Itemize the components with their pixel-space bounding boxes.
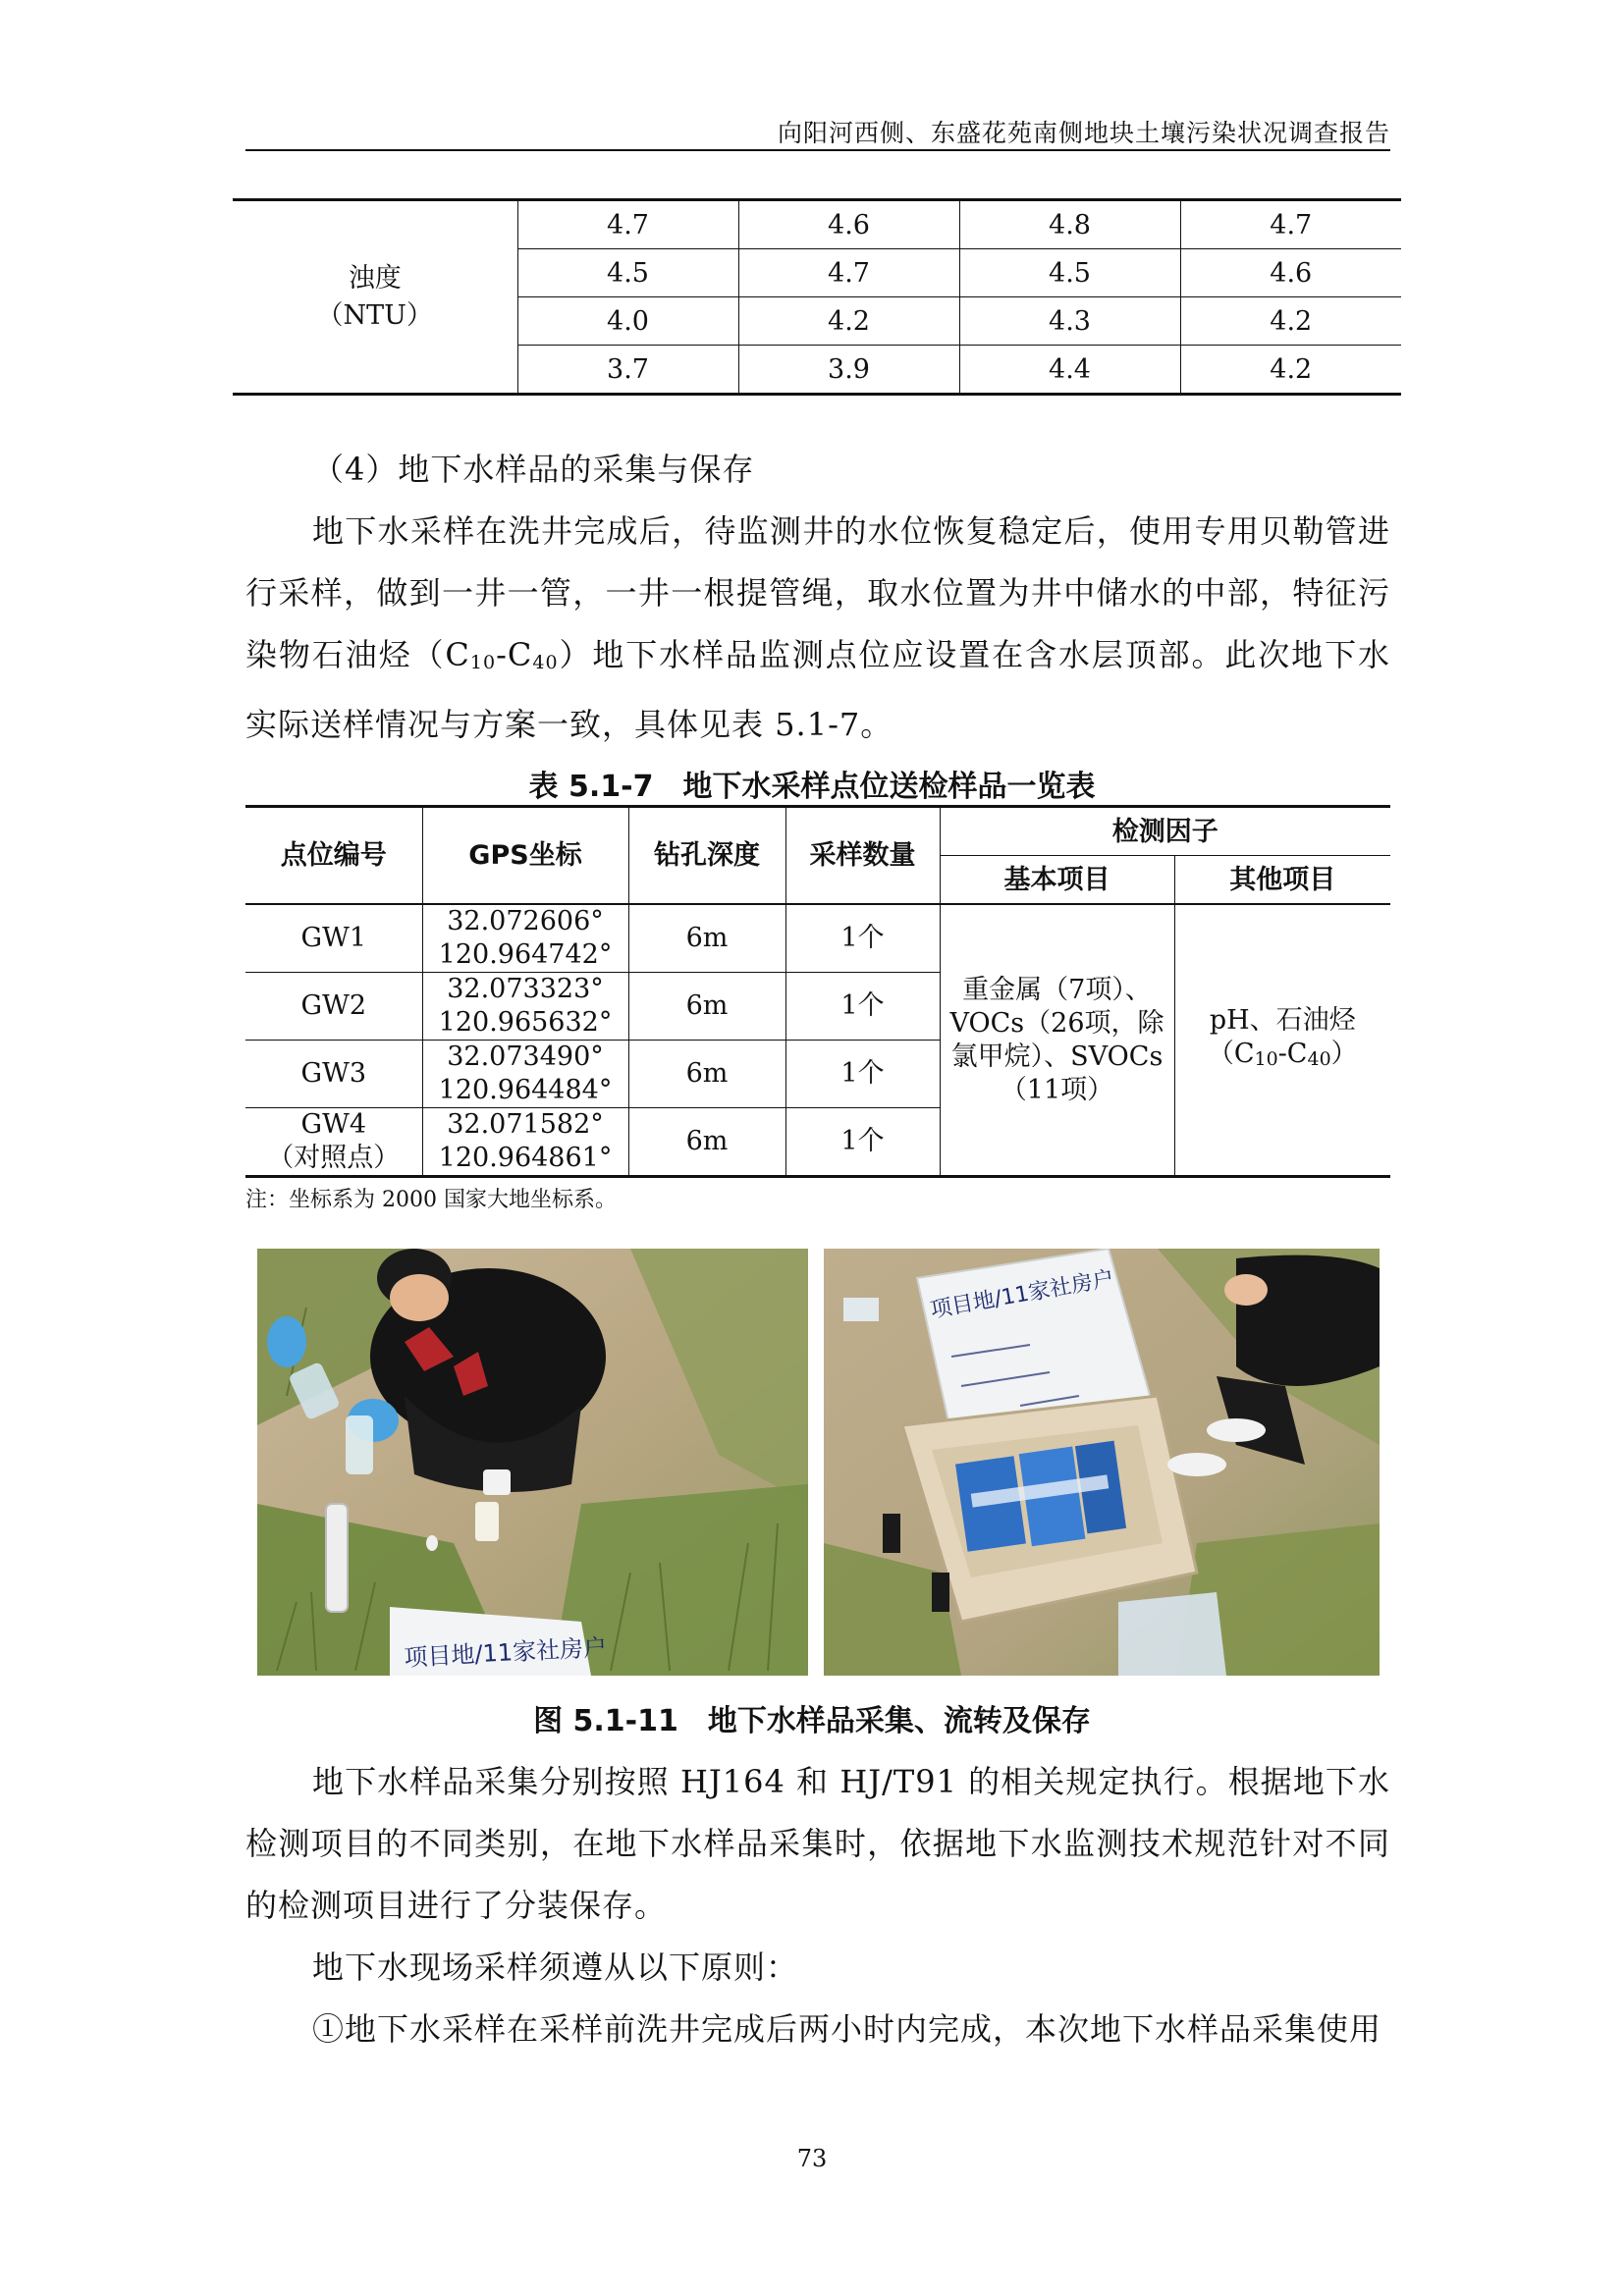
other-items-line1: pH、石油烃	[1209, 1005, 1356, 1036]
count-cell: 1个	[785, 1108, 940, 1177]
depth-cell: 6m	[628, 1108, 785, 1177]
header-basic: 基本项目	[940, 856, 1174, 905]
point-id-note: （对照点）	[267, 1143, 401, 1173]
latitude: 32.072606°	[447, 906, 604, 936]
board-text-right: 项目地/11家社房户	[928, 1266, 1116, 1323]
gps-cell	[422, 1041, 628, 1108]
table-row	[233, 200, 1401, 249]
header-rule	[245, 149, 1390, 151]
figure-caption: 图 5.1-11 地下水样品采集、流转及保存	[533, 1704, 1091, 1738]
point-id: GW3	[245, 1041, 422, 1108]
running-header: 向阳河西侧、东盛花苑南侧地块土壤污染状况调查报告	[777, 119, 1390, 147]
header-count: 采样数量	[785, 807, 940, 905]
depth-cell: 6m	[628, 904, 785, 973]
header-gps: GPS坐标	[422, 807, 628, 905]
point-id-cell	[245, 1108, 422, 1177]
gps-cell	[422, 973, 628, 1041]
table-row	[245, 904, 1390, 973]
count-cell: 1个	[785, 904, 940, 973]
text-run: -C	[1277, 1039, 1308, 1069]
table-cell: 4.5	[517, 249, 738, 297]
count-cell: 1个	[785, 1041, 940, 1108]
table-cell: 4.4	[959, 346, 1180, 395]
other-items-cell	[1174, 904, 1390, 1177]
table-cell: 4.6	[1180, 249, 1401, 297]
longitude: 120.964742°	[438, 939, 613, 970]
text-run: 地下水采样在洗井完成后，待监测井的水位恢复稳定后，使用专用贝勒管进行采样，做到一井一管，一井一根提管绳，取水位置为井中储水的中部，特征污染物石油烃（C	[245, 512, 1390, 673]
other-items-line2	[1175, 1038, 1391, 1076]
board-text-left: 项目地/11家社房户	[403, 1633, 608, 1672]
basic-items-cell: 重金属（7项）、VOCs（26项，除氯甲烷）、SVOCs（11项）	[940, 904, 1174, 1177]
photo-storage	[824, 1249, 1380, 1676]
sampling-table	[245, 805, 1390, 1178]
table-cell: 4.2	[1180, 346, 1401, 395]
longitude: 120.964484°	[438, 1075, 613, 1105]
table-cell: 4.2	[1180, 297, 1401, 346]
header-point-id: 点位编号	[280, 840, 387, 871]
parameter-cell	[233, 200, 517, 395]
subscript: 10	[469, 652, 497, 673]
header-factors: 检测因子	[940, 807, 1390, 856]
subscript: 40	[1307, 1048, 1331, 1070]
paragraph-principle-1: ①地下水采样在采样前洗井完成后两小时内完成，本次地下水样品采集使用	[312, 2010, 1382, 2048]
point-id: GW4	[300, 1109, 366, 1140]
parameter-name: 浊度	[348, 262, 402, 294]
latitude: 32.073490°	[447, 1041, 604, 1072]
header-other: 其他项目	[1174, 856, 1390, 905]
header-depth: 钻孔深度	[628, 807, 785, 905]
table-cell: 4.7	[1180, 200, 1401, 249]
point-id: GW2	[245, 973, 422, 1041]
longitude: 120.964861°	[438, 1143, 613, 1173]
table-cell: 4.2	[738, 297, 959, 346]
table-cell: 4.3	[959, 297, 1180, 346]
table-cell: 4.8	[959, 200, 1180, 249]
photo-sampling	[257, 1249, 808, 1676]
table-note: 注：坐标系为 2000 国家大地坐标系。	[245, 1188, 617, 1212]
paragraph-principles-intro: 地下水现场采样须遵从以下原则：	[312, 1949, 799, 1986]
paragraph-storage: 地下水样品采集分别按照 HJ164 和 HJ/T91 的相关规定执行。根据地下水检测项目的不同类别，在地下水样品采集时，依据地下水监测技术规范针对不同的检测项目进行了分装保存。	[245, 1763, 1390, 1924]
paragraph-sampling	[245, 501, 1390, 756]
subscript: 10	[1254, 1048, 1278, 1070]
page-number: 73	[796, 2145, 828, 2172]
table-cell: 3.7	[517, 346, 738, 395]
table-cell: 4.7	[517, 200, 738, 249]
text-run: ）	[1330, 1039, 1358, 1069]
text-run: ）地下水样品监测点位应设置在含水层顶部。此次地下水实际送样情况与方案一致，具体见表 5.1-7。	[245, 636, 1390, 743]
latitude: 32.071582°	[447, 1109, 604, 1140]
table-cell: 4.6	[738, 200, 959, 249]
depth-cell: 6m	[628, 973, 785, 1041]
table-cell: 4.5	[959, 249, 1180, 297]
parameter-unit: （NTU）	[316, 299, 433, 331]
table-cell: 4.7	[738, 249, 959, 297]
text-run: -C	[496, 636, 533, 673]
table-caption: 表 5.1-7 地下水采样点位送检样品一览表	[528, 770, 1096, 804]
latitude: 32.073323°	[447, 974, 604, 1004]
text-run: （C	[1207, 1039, 1255, 1069]
turbidity-table	[233, 198, 1401, 396]
count-cell: 1个	[785, 973, 940, 1041]
depth-cell: 6m	[628, 1041, 785, 1108]
gps-cell	[422, 904, 628, 973]
gps-cell	[422, 1108, 628, 1177]
table-cell: 4.0	[517, 297, 738, 346]
photo-sampling-illustration	[257, 1249, 808, 1676]
point-id: GW1	[245, 904, 422, 973]
table-header-row	[245, 807, 1390, 856]
photo-storage-illustration	[824, 1249, 1380, 1676]
longitude: 120.965632°	[438, 1007, 613, 1038]
subscript: 40	[532, 652, 559, 673]
section-heading: （4）地下水样品的采集与保存	[312, 451, 755, 488]
table-cell: 3.9	[738, 346, 959, 395]
